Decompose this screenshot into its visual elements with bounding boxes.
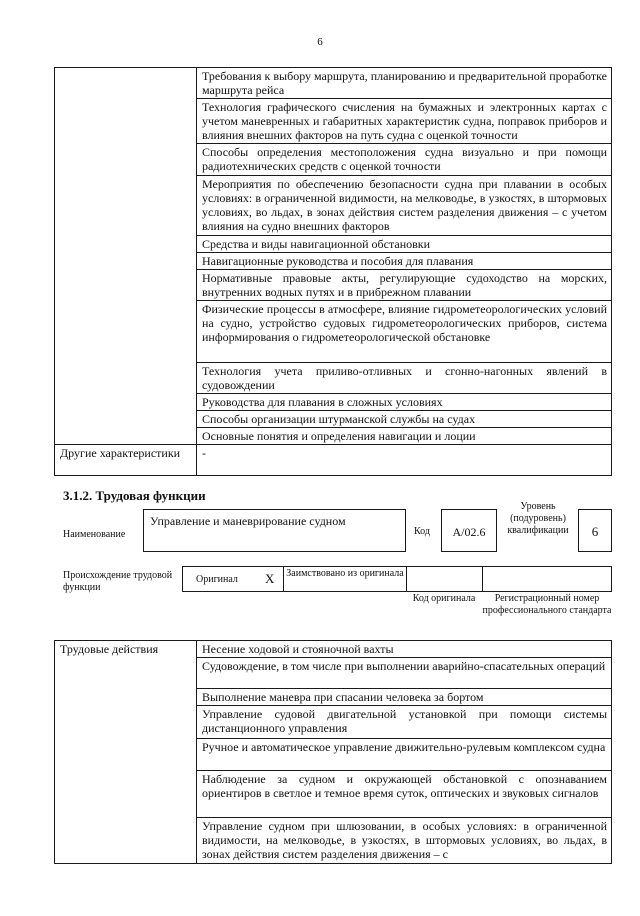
labour-action-row: Ручное и автоматическое управление движительно-рулевым комплексом судна: [197, 739, 612, 771]
knowledge-row: Мероприятия по обеспечению безопасности судна при плавании в особых условиях: в ограниченной видимости, на мелководье, в узкостях, в штормовых условиях, во льдах, в зонах действия систем разделения движения – с учетом влияния на судно внешних факторов: [197, 176, 612, 236]
original-mark: X: [265, 571, 275, 586]
origin-label: Происхождение трудовой функции: [63, 570, 173, 593]
function-name-box: [143, 509, 406, 552]
knowledge-table: [54, 67, 612, 476]
labour-action-row: Судовождение, в том числе при выполнении аварийно-спасательных операций: [197, 658, 612, 689]
knowledge-row: Средства и виды навигационной обстановки: [197, 236, 612, 253]
knowledge-label-cell: [55, 68, 197, 445]
knowledge-row: Требования к выбору маршрута, планированию и предварительной проработке маршрута рейса: [197, 68, 612, 99]
code-value: A/02.6: [452, 525, 486, 539]
function-name-value: Управление и маневрирование судном: [150, 514, 346, 528]
name-label: Наименование: [63, 529, 126, 540]
section-title: 3.1.2. Трудовая функции: [63, 488, 206, 503]
borrowed-label: Заимствовано из оригинала: [286, 568, 404, 579]
knowledge-row: Способы организации штурманской службы на судах: [197, 411, 612, 428]
level-box: [578, 509, 612, 552]
labour-action-row: Наблюдение за судном и окружающей обстановкой с опознаванием ориентиров в светлое и темное время суток, оптических и звуковых сигналов: [197, 771, 612, 818]
code-box: [441, 509, 497, 552]
page-number: 6: [317, 36, 323, 48]
code-original-caption: Код оригинала: [412, 593, 476, 604]
knowledge-row: Основные понятия и определения навигации и лоции: [197, 428, 612, 445]
knowledge-row: Физические процессы в атмосфере, влияние гидрометеорологических условий на судно, устройство судовых гидрометеорологических приборов, система информирования о гидрометеорологической обстановке: [197, 301, 612, 363]
origin-row-box: [182, 566, 612, 592]
other-characteristics-label: Другие характеристики: [55, 445, 197, 476]
level-label: Уровень (подуровень) квалификации: [507, 501, 569, 536]
labour-action-row: Выполнение маневра при спасании человека за бортом: [197, 689, 612, 706]
knowledge-row: Способы определения местоположения судна визуально и при помощи радиотехнических средств с оценкой точности: [197, 144, 612, 176]
knowledge-row: Технология учета приливо-отливных и сгонно-нагонных явлений в судовождении: [197, 363, 612, 394]
original-label: Оригинал: [196, 574, 238, 585]
origin-divider: [406, 566, 407, 592]
knowledge-row: Руководства для плавания в сложных условиях: [197, 394, 612, 411]
labour-actions-label: Трудовые действия: [55, 641, 197, 864]
labour-action-row: Несение ходовой и стояночной вахты: [197, 641, 612, 658]
knowledge-row: Нормативные правовые акты, регулирующие судоходство на морских, внутренних водных путях и в прибрежном плавании: [197, 270, 612, 301]
level-value: 6: [591, 524, 599, 539]
labour-action-row: Управление судовой двигательной установкой при помощи системы дистанционного управления: [197, 706, 612, 739]
regnum-caption: Регистрационный номер профессионального стандарта: [482, 593, 612, 616]
knowledge-row: Технология графического счисления на бумажных и электронных картах с учетом маневренных и габаритных характеристик судна, поправок приборов и влияния внешних факторов на путь судна с оценкой точности: [197, 99, 612, 144]
labour-action-row: Управление судном при шлюзовании, в особых условиях: в ограниченной видимости, на мелководье, в узкостях, в штормовых условиях, во льдах, в зонах действия систем разделения движения – с: [197, 818, 612, 864]
origin-divider: [482, 566, 483, 592]
other-characteristics-value: -: [197, 445, 612, 476]
knowledge-row: Навигационные руководства и пособия для плавания: [197, 253, 612, 270]
code-label: Код: [414, 526, 430, 537]
labour-actions-table: [54, 640, 612, 864]
